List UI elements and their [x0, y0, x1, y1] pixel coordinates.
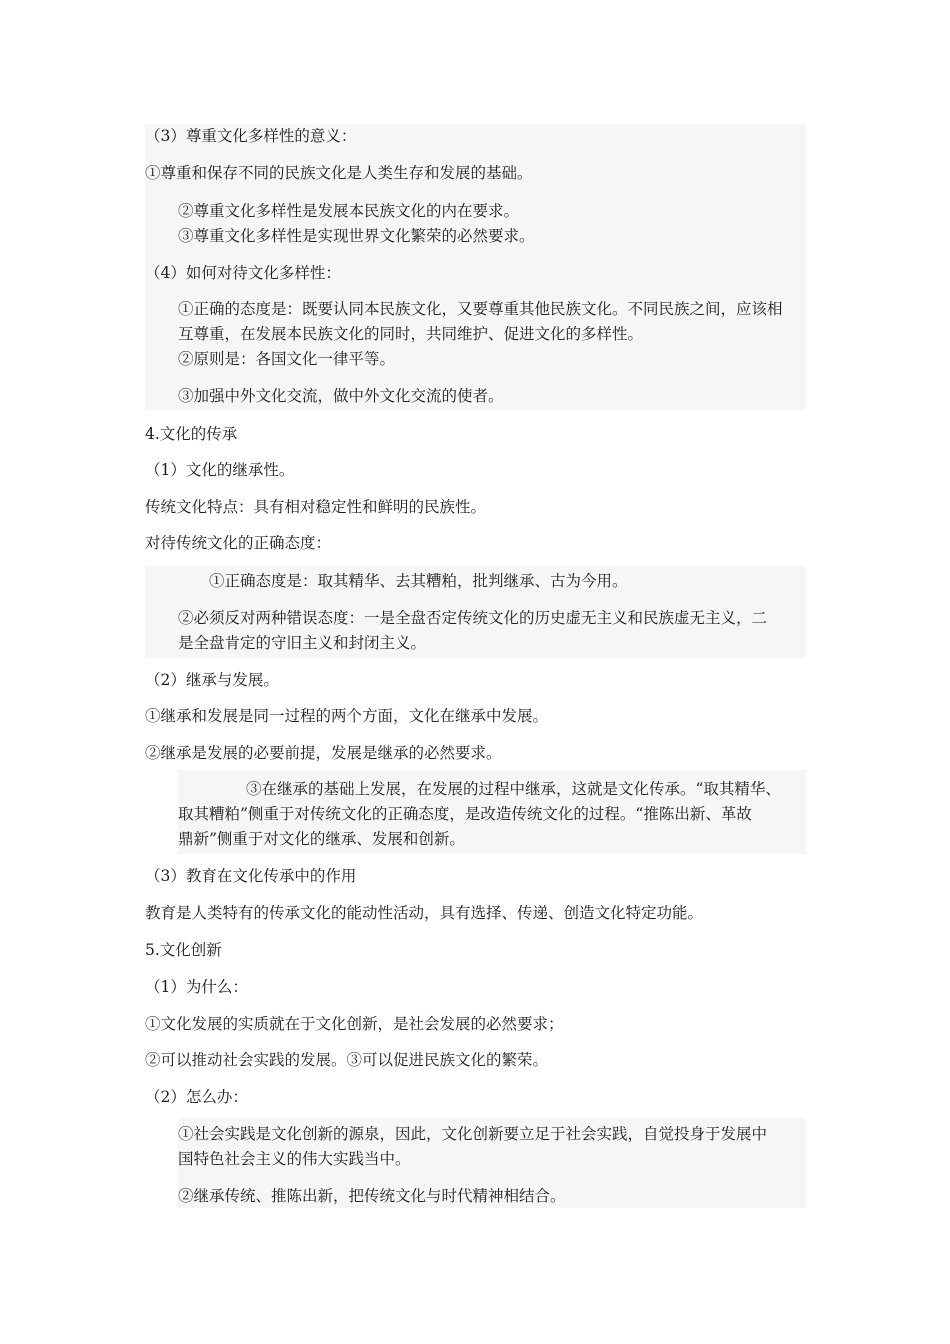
list-item: ②必须反对两种错误态度：一是全盘否定传统文化的历史虚无主义和民族虚无主义，二: [178, 609, 768, 627]
paragraph: 教育是人类特有的传承文化的能动性活动，具有选择、传递、创造文化特定功能。: [145, 904, 704, 922]
list-item: ①尊重和保存不同的民族文化是人类生存和发展的基础。: [145, 164, 533, 182]
list-item: ②继承是发展的必要前提，发展是继承的必然要求。: [145, 744, 502, 762]
section-heading: （3）教育在文化传承中的作用: [145, 867, 357, 885]
chapter-heading: 4.文化的传承: [145, 425, 238, 443]
section-heading: （1）文化的继承性。: [145, 461, 295, 479]
section-heading: （4）如何对待文化多样性：: [145, 264, 341, 282]
list-item: ②可以推动社会实践的发展。③可以促进民族文化的繁荣。: [145, 1051, 549, 1069]
list-item-continuation: 鼎新”侧重于对文化的继承、发展和创新。: [178, 830, 465, 848]
list-item: ①继承和发展是同一过程的两个方面，文化在继承中发展。: [145, 707, 549, 725]
list-item-continuation: 是全盘肯定的守旧主义和封闭主义。: [178, 634, 427, 652]
list-item: ③尊重文化多样性是实现世界文化繁荣的必然要求。: [178, 227, 535, 245]
list-item: ②尊重文化多样性是发展本民族文化的内在要求。: [178, 202, 520, 220]
list-item: ③在继承的基础上发展，在发展的过程中继承，这就是文化传承。“取其精华、: [246, 780, 781, 798]
section-heading: （1）为什么：: [145, 978, 248, 996]
section-heading: （3）尊重文化多样性的意义：: [145, 127, 357, 145]
paragraph: 传统文化特点：具有相对稳定性和鲜明的民族性。: [145, 498, 487, 516]
list-item: ②原则是：各国文化一律平等。: [178, 350, 396, 368]
list-item: ②继承传统、推陈出新，把传统文化与时代精神相结合。: [178, 1187, 566, 1205]
list-item: ①社会实践是文化创新的源泉，因此，文化创新要立足于社会实践，自觉投身于发展中: [178, 1125, 768, 1143]
list-item-continuation: 取其糟粕”侧重于对传统文化的正确态度，是改造传统文化的过程。“推陈出新、革故: [178, 805, 752, 823]
list-item-continuation: 国特色社会主义的伟大实践当中。: [178, 1150, 411, 1168]
paragraph: 对待传统文化的正确态度：: [145, 534, 332, 552]
list-item: ③加强中外文化交流，做中外文化交流的使者。: [178, 387, 504, 405]
section-heading: （2）怎么办：: [145, 1088, 248, 1106]
list-item-continuation: 互尊重，在发展本民族文化的同时，共同维护、促进文化的多样性。: [178, 325, 644, 343]
section-heading: （2）继承与发展。: [145, 671, 279, 689]
chapter-heading: 5.文化创新: [145, 941, 222, 959]
list-item: ①文化发展的实质就在于文化创新，是社会发展的必然要求；: [145, 1015, 564, 1033]
list-item: ①正确的态度是：既要认同本民族文化，又要尊重其他民族文化。不同民族之间，应该相: [178, 300, 783, 318]
list-item: ①正确态度是：取其精华、去其糟粕，批判继承、古为今用。: [209, 572, 628, 590]
